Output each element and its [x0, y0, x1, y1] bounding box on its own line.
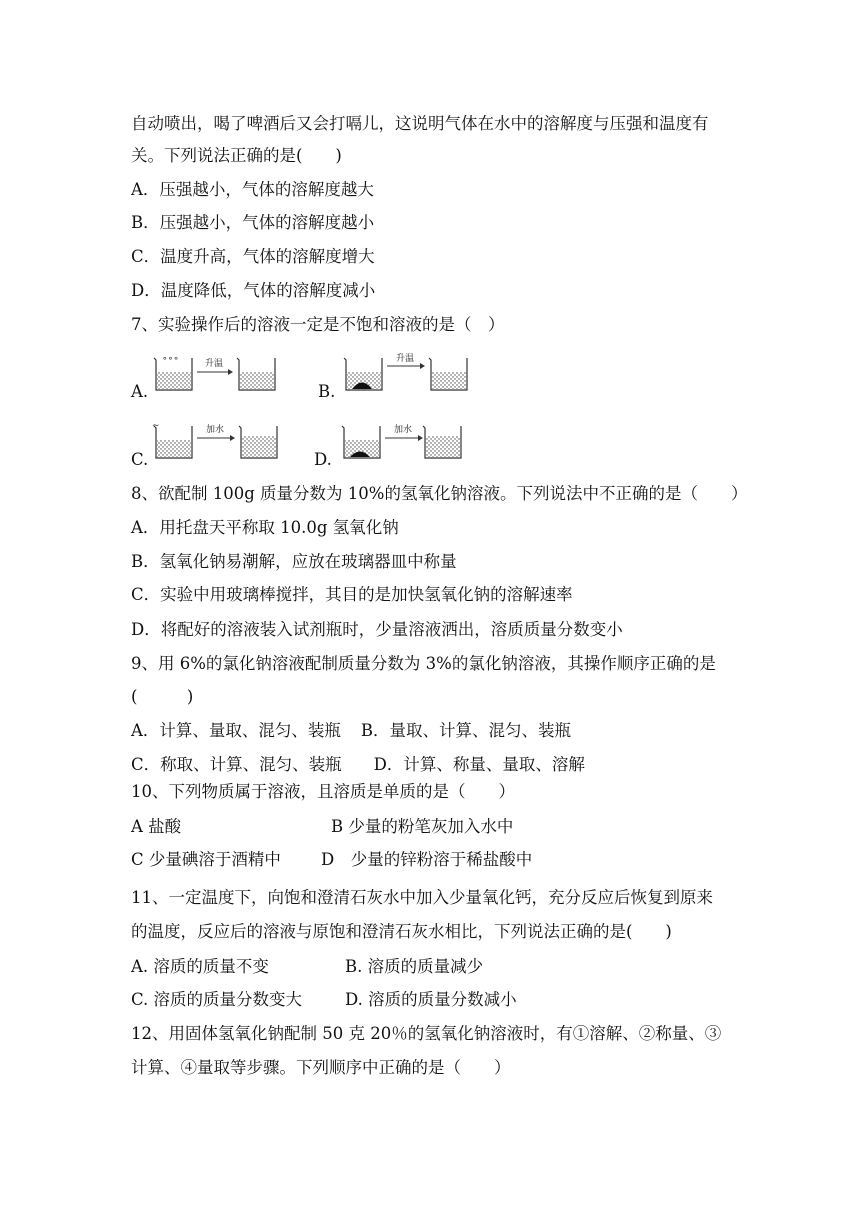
q6-option-d: D．温度降低，气体的溶解度减小 [131, 281, 376, 300]
q9-options-row2 [131, 755, 585, 775]
q12-line2: 计算、④量取等步骤。下列顺序中正确的是（ ） [131, 1058, 511, 1077]
q10-stem: 10、下列物质属于溶液，且溶质是单质的是（ ） [131, 782, 515, 801]
q6-option-c: C．温度升高，气体的溶解度增大 [131, 247, 375, 266]
q10-option-d: D 少量的锌粉溶于稀盐酸中 [321, 850, 533, 869]
q9-option-a: A．计算、量取、混匀、装瓶 [131, 721, 341, 740]
q9-line2: ( ) [131, 687, 194, 706]
q9-option-b: B．量取、计算、混匀、装瓶 [360, 721, 572, 740]
q10-option-c: C 少量碘溶于酒精中 [131, 850, 281, 869]
q7-stem: 7、实验操作后的溶液一定是不饱和溶液的是（ ） [131, 315, 505, 334]
q7-figure-a [150, 352, 280, 394]
svg-text:∘∘∘: ∘∘∘ [162, 354, 179, 364]
q8-option-b: B．氢氧化钠易潮解，应放在玻璃器皿中称量 [131, 552, 457, 571]
q7-d-water-tag: 加水 [394, 425, 413, 435]
q6-option-b: B．压强越小，气体的溶解度越小 [131, 213, 375, 232]
q7-figure-d [338, 418, 468, 462]
q9-option-c: C．称取、计算、混匀、装瓶 [131, 755, 342, 774]
q6-line1: 自动喷出，喝了啤酒后又会打嗝儿，这说明气体在水中的溶解度与压强和温度有 [131, 114, 709, 133]
svg-text:∼: ∼ [152, 421, 160, 431]
q6-option-a: A．压强越小，气体的溶解度越大 [131, 180, 374, 199]
q11-line2: 的温度，反应后的溶液与原饱和澄清石灰水相比，下列说法正确的是( ) [131, 922, 672, 941]
q10-options-row2 [131, 850, 532, 870]
q8-option-c: C．实验中用玻璃棒搅拌，其目的是加快氢氧化钠的溶解速率 [131, 585, 573, 604]
q7-b-heat-tag: 升温 [396, 354, 415, 364]
q8-option-a: A．用托盘天平称取 10.0g 氢氧化钠 [131, 518, 399, 537]
q11-options-row2 [131, 990, 517, 1010]
q10-options-row1 [131, 817, 513, 837]
q6-line2: 关。下列说法正确的是( ) [131, 146, 342, 165]
q7-figure-c [150, 418, 280, 462]
q11-option-c: C. 溶质的质量分数变大 [131, 990, 303, 1009]
q9-option-d: D．计算、称量、量取、溶解 [373, 755, 585, 774]
q7-label-a: A. [131, 382, 149, 401]
q10-option-a: A 盐酸 [131, 817, 182, 836]
q9-line1: 9、用 6%的氯化钠溶液配制质量分数为 3%的氯化钠溶液，其操作顺序正确的是 [131, 654, 716, 673]
q10-option-b: B 少量的粉笔灰加入水中 [331, 817, 514, 836]
q8-stem: 8、欲配制 100g 质量分数为 10%的氢氧化钠溶液。下列说法中不正确的是（ ） [131, 484, 748, 503]
q7-label-b: B. [318, 382, 336, 401]
q11-line1: 11、一定温度下，向饱和澄清石灰水中加入少量氧化钙，充分反应后恢复到原来 [131, 888, 713, 907]
q7-figure-b [340, 352, 470, 394]
q12-line1: 12、用固体氢氧化钠配制 50 克 20％的氢氧化钠溶液时，有①溶解、②称量、③ [131, 1024, 722, 1043]
q9-options-row1 [131, 721, 571, 741]
q7-a-heat-tag: 升温 [205, 359, 224, 369]
q8-option-d: D．将配好的溶液装入试剂瓶时，少量溶液洒出，溶质质量分数变小 [131, 620, 623, 639]
q7-label-d: D. [314, 450, 332, 469]
q11-option-b: B. 溶质的质量减少 [345, 957, 484, 976]
q11-option-d: D. 溶质的质量分数减小 [345, 990, 517, 1009]
q11-option-a: A. 溶质的质量不变 [131, 957, 269, 976]
q7-label-c: C. [131, 450, 149, 469]
q7-c-water-tag: 加水 [206, 425, 225, 435]
q11-options-row1 [131, 957, 483, 977]
